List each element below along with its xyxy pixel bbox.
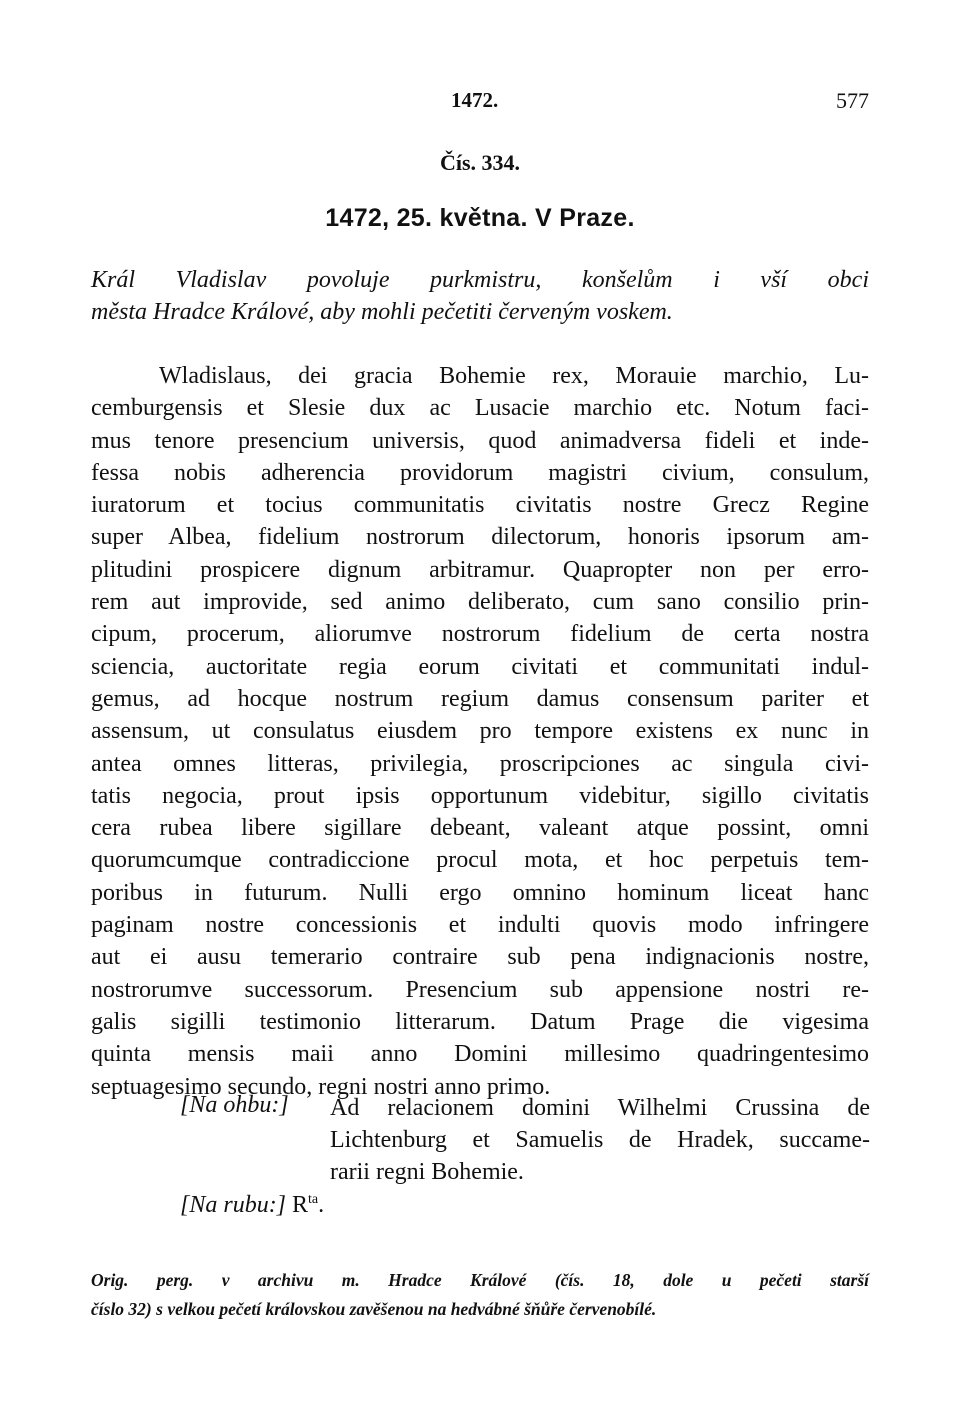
source-note-line: číslo 32) s velkou pečetí královskou zavěšenou na hedvábné šňůře červenobílé. (91, 1299, 657, 1319)
text-line: cera rubea libere sigillare debeant, valeant atque possint, omni (91, 815, 869, 842)
running-head (0, 88, 960, 118)
text-line: plitudini prospicere dignum arbitramur. Quapropter non per erro- (91, 556, 869, 583)
reverse-note-text: R (292, 1192, 309, 1218)
text-line: nostrorumve successorum. Presencium sub appensione nostri re- (91, 976, 869, 1003)
page-number: 577 (836, 88, 869, 113)
text-line: fessa nobis adherencia providorum magistri civium, consulum, (91, 459, 869, 486)
text-line: aut ei ausu temerario contraire sub pena indignacionis nostre, (91, 944, 869, 971)
obverse-note-text (330, 1092, 870, 1188)
text-line: galis sigilli testimonio litterarum. Datum Prage die vigesima (91, 1008, 869, 1035)
text-line: mus tenore presencium universis, quod animadversa fideli et inde- (91, 427, 869, 454)
obverse-note-label: [Na ohbu:] (180, 1092, 289, 1118)
source-note (91, 1266, 869, 1324)
obverse-note-line: rarii regni Bohemie. (330, 1159, 524, 1185)
text-line: iuratorum et tocius communitatis civitatis nostre Grecz Regine (91, 492, 869, 519)
regest-line: města Hradce Králové, aby mohli pečetiti červeným voskem. (91, 299, 673, 326)
charter-text (91, 360, 869, 1103)
reverse-note-superscript: ta (308, 1192, 319, 1207)
text-line: cemburgensis et Slesie dux ac Lusacie marchio etc. Notum faci- (91, 395, 869, 422)
obverse-note-line: Lichtenburg et Samuelis de Hradek, succame- (330, 1127, 870, 1153)
text-line: gemus, ad hocque nostrum regium damus consensum pariter et (91, 685, 869, 712)
source-note-line: Orig. perg. v archivu m. Hradce Králové (čís. 18, dole u pečeti starší (91, 1270, 869, 1290)
text-line: sciencia, auctoritate regia eorum civitati et communitati indul- (91, 653, 869, 680)
text-line: antea omnes litteras, privilegia, proscripciones ac singula civi- (91, 750, 869, 777)
reverse-note-label: [Na rubu:] (180, 1192, 287, 1218)
text-line: assensum, ut consulatus eiusdem pro tempore existens ex nunc in (91, 718, 869, 745)
document-dateline: 1472, 25. května. V Praze. (325, 204, 635, 232)
text-line: Wladislaus, dei gracia Bohemie rex, Morauie marchio, Lu- (159, 363, 869, 389)
text-line: poribus in futurum. Nulli ergo omnino hominum liceat hanc (91, 879, 869, 906)
text-line: rem aut improvide, sed animo deliberato, cum sano consilio prin- (91, 589, 869, 616)
reverse-note (180, 1192, 324, 1219)
text-line: paginam nostre concessionis et indulti quovis modo infringere (91, 912, 869, 939)
regest (91, 264, 869, 329)
text-line: super Albea, fidelium nostrorum dilectorum, honoris ipsorum am- (91, 524, 869, 551)
text-line: cipum, procerum, aliorumve nostrorum fidelium de certa nostra (91, 621, 869, 648)
text-line: quinta mensis maii anno Domini millesimo quadringentesimo (91, 1041, 869, 1068)
reverse-note-end: . (318, 1192, 325, 1218)
text-line: tatis negocia, prout ipsis opportunum videbitur, sigillo civitatis (91, 782, 869, 809)
obverse-note-line: Ad relacionem domini Wilhelmi Crussina de (330, 1095, 870, 1121)
text-line: quorumcumque contradiccione procul mota, et hoc perpetuis tem- (91, 847, 869, 874)
running-year: 1472. (451, 88, 499, 112)
regest-line: Král Vladislav povoluje purkmistru, konšelům i vší obci (91, 267, 869, 293)
document-number: Čís. 334. (439, 150, 521, 175)
text-line: septuagesimo secundo, regni nostri anno primo. (91, 1073, 551, 1100)
